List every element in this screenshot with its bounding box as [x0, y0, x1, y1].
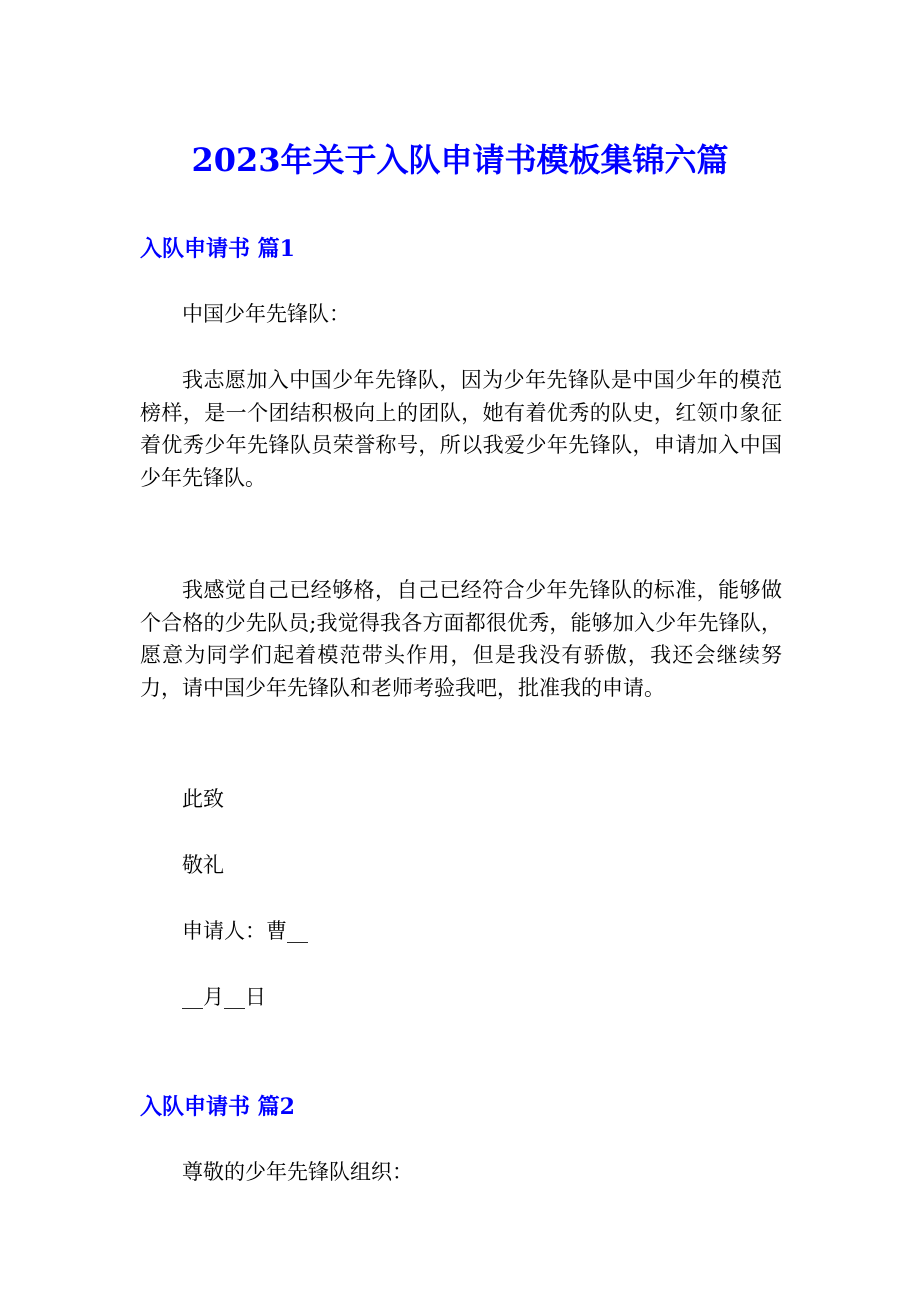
closing-cizhi: 此致: [182, 787, 224, 811]
salutation-1: 中国少年先锋队：: [182, 302, 350, 326]
applicant-line: 申请人：曹__: [182, 919, 308, 943]
document-title: 2023年关于入队申请书模板集锦六篇: [191, 141, 729, 179]
section-heading-1: 入队申请书 篇1: [140, 236, 295, 262]
date-line: __月__日: [182, 985, 266, 1009]
body-paragraph-2: 我感觉自己已经够格，自己已经符合少年先锋队的标准，能够做个合格的少先队员;我觉得我各方面都很优秀，能够加入少年先锋队，愿意为同学们起着模范带头作用，但是我没有骄傲，我还会继续努力，请中国少年先锋队和老师考验我吧，批准我的申请。: [140, 578, 782, 700]
salutation-2: 尊敬的少年先锋队组织：: [182, 1160, 413, 1184]
section-heading-2: 入队申请书 篇2: [140, 1094, 295, 1120]
closing-jingli: 敬礼: [182, 853, 224, 877]
body-paragraph-1: 我志愿加入中国少年先锋队，因为少年先锋队是中国少年的模范榜样，是一个团结积极向上的团队，她有着优秀的队史，红领巾象征着优秀少年先锋队员荣誉称号，所以我爱少年先锋队，申请加入中国少年先锋队。: [140, 368, 782, 490]
